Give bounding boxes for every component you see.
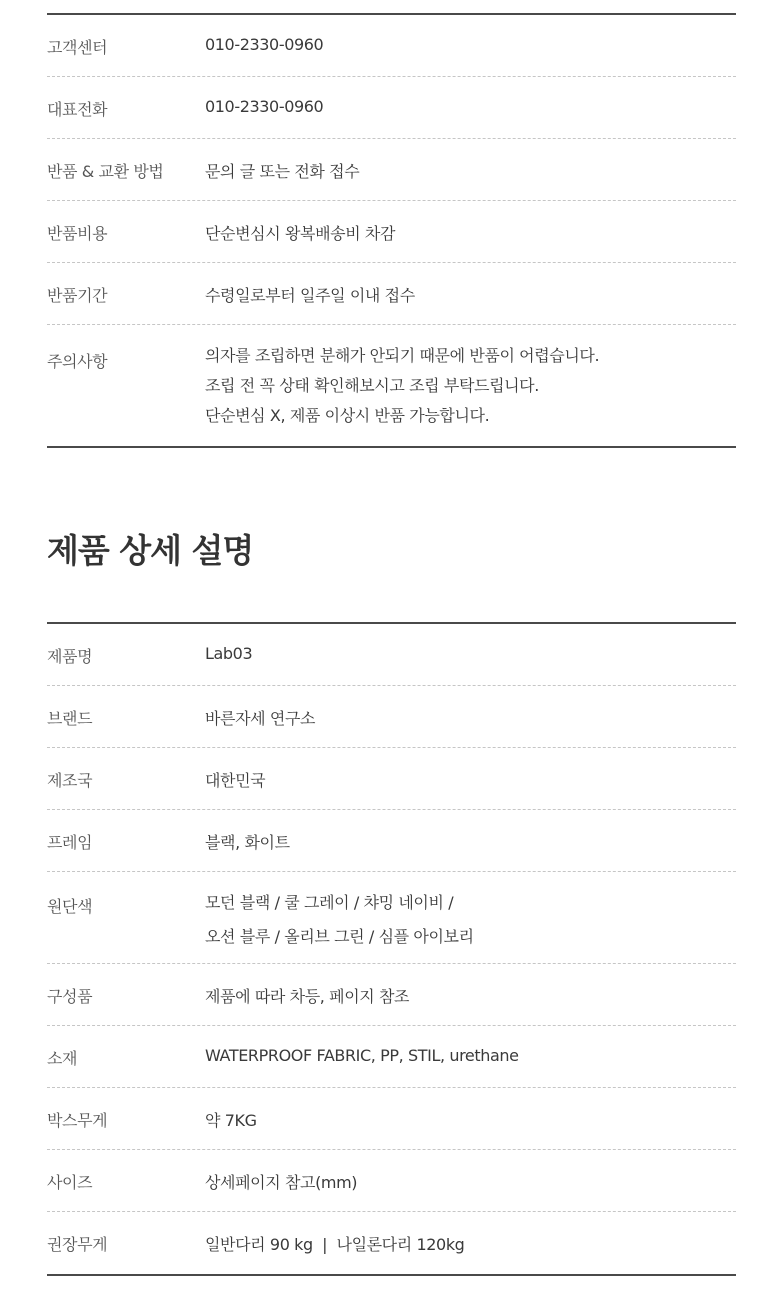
policy-row-return-method (47, 139, 736, 201)
row-value-line: WATERPROOF FABRIC, PP, STIL, urethane (205, 1046, 519, 1065)
product-row-fabric-color (47, 872, 736, 964)
policy-row-main-phone (47, 77, 736, 139)
product-row-components (47, 964, 736, 1026)
row-label: 대표전화 (47, 100, 108, 119)
product-row-frame (47, 810, 736, 872)
policy-row-caution (47, 325, 736, 446)
product-row-box-weight (47, 1088, 736, 1150)
row-label: 프레임 (47, 833, 93, 852)
row-value-line: Lab03 (205, 644, 253, 663)
row-label: 권장무게 (47, 1235, 108, 1254)
section-title: 제품 상세 설명 (47, 531, 254, 570)
policy-table (47, 13, 736, 448)
row-value (205, 341, 736, 431)
row-label: 반품기간 (47, 286, 108, 305)
product-row-country (47, 748, 736, 810)
row-value-line: 모던 블랙 / 쿨 그레이 / 챠밍 네이비 / (205, 893, 454, 912)
row-value (205, 1046, 736, 1065)
row-label: 반품비용 (47, 224, 108, 243)
row-value-line: 010-2330-0960 (205, 35, 324, 54)
product-row-recommended-weight (47, 1212, 736, 1274)
row-label: 고객센터 (47, 38, 108, 57)
row-value (205, 644, 736, 663)
row-label: 소재 (47, 1049, 78, 1068)
row-value-line: 대한민국 (205, 771, 266, 790)
row-value-line: 약 7KG (205, 1111, 257, 1130)
row-value (205, 97, 736, 116)
row-value (205, 1108, 736, 1131)
row-label: 원단색 (47, 897, 93, 916)
policy-row-return-period (47, 263, 736, 325)
row-label: 제조국 (47, 771, 93, 790)
row-value-line: 일반다리 90 kg | 나일론다리 120kg (205, 1235, 465, 1254)
row-value (205, 706, 736, 729)
row-value-line: 오션 블루 / 올리브 그린 / 심플 아이보리 (205, 927, 474, 946)
product-row-material (47, 1026, 736, 1088)
row-value (205, 768, 736, 791)
row-value (205, 886, 736, 954)
row-value-line: 수령일로부터 일주일 이내 접수 (205, 286, 415, 305)
row-value (205, 830, 736, 853)
row-value (205, 221, 736, 244)
row-value (205, 1232, 736, 1255)
row-label: 박스무게 (47, 1111, 108, 1130)
row-label: 반품 & 교환 방법 (47, 162, 164, 181)
policy-row-customer-center (47, 15, 736, 77)
product-row-brand (47, 686, 736, 748)
row-value (205, 283, 736, 306)
row-value (205, 1170, 736, 1193)
row-value-line: 의자를 조립하면 분해가 안되기 때문에 반품이 어렵습니다. (205, 346, 600, 365)
row-value-line: 블랙, 화이트 (205, 833, 290, 852)
row-label: 주의사항 (47, 352, 108, 371)
row-value-line: 제품에 따라 차등, 페이지 참조 (205, 987, 410, 1006)
row-label: 브랜드 (47, 709, 93, 728)
product-table (47, 622, 736, 1276)
row-label: 구성품 (47, 987, 93, 1006)
policy-row-return-cost (47, 201, 736, 263)
row-value-line: 단순변심 X, 제품 이상시 반품 가능합니다. (205, 406, 490, 425)
row-value-line: 상세페이지 참고(mm) (205, 1173, 358, 1192)
row-value-line: 문의 글 또는 전화 접수 (205, 162, 360, 181)
row-value-line: 조립 전 꼭 상태 확인해보시고 조립 부탁드립니다. (205, 376, 539, 395)
row-value (205, 35, 736, 54)
row-label: 사이즈 (47, 1173, 93, 1192)
row-value (205, 159, 736, 182)
row-value-line: 바른자세 연구소 (205, 709, 316, 728)
row-value-line: 010-2330-0960 (205, 97, 324, 116)
row-label: 제품명 (47, 647, 93, 666)
row-value-line: 단순변심시 왕복배송비 차감 (205, 224, 396, 243)
product-row-name (47, 624, 736, 686)
product-row-size (47, 1150, 736, 1212)
row-value (205, 984, 736, 1007)
